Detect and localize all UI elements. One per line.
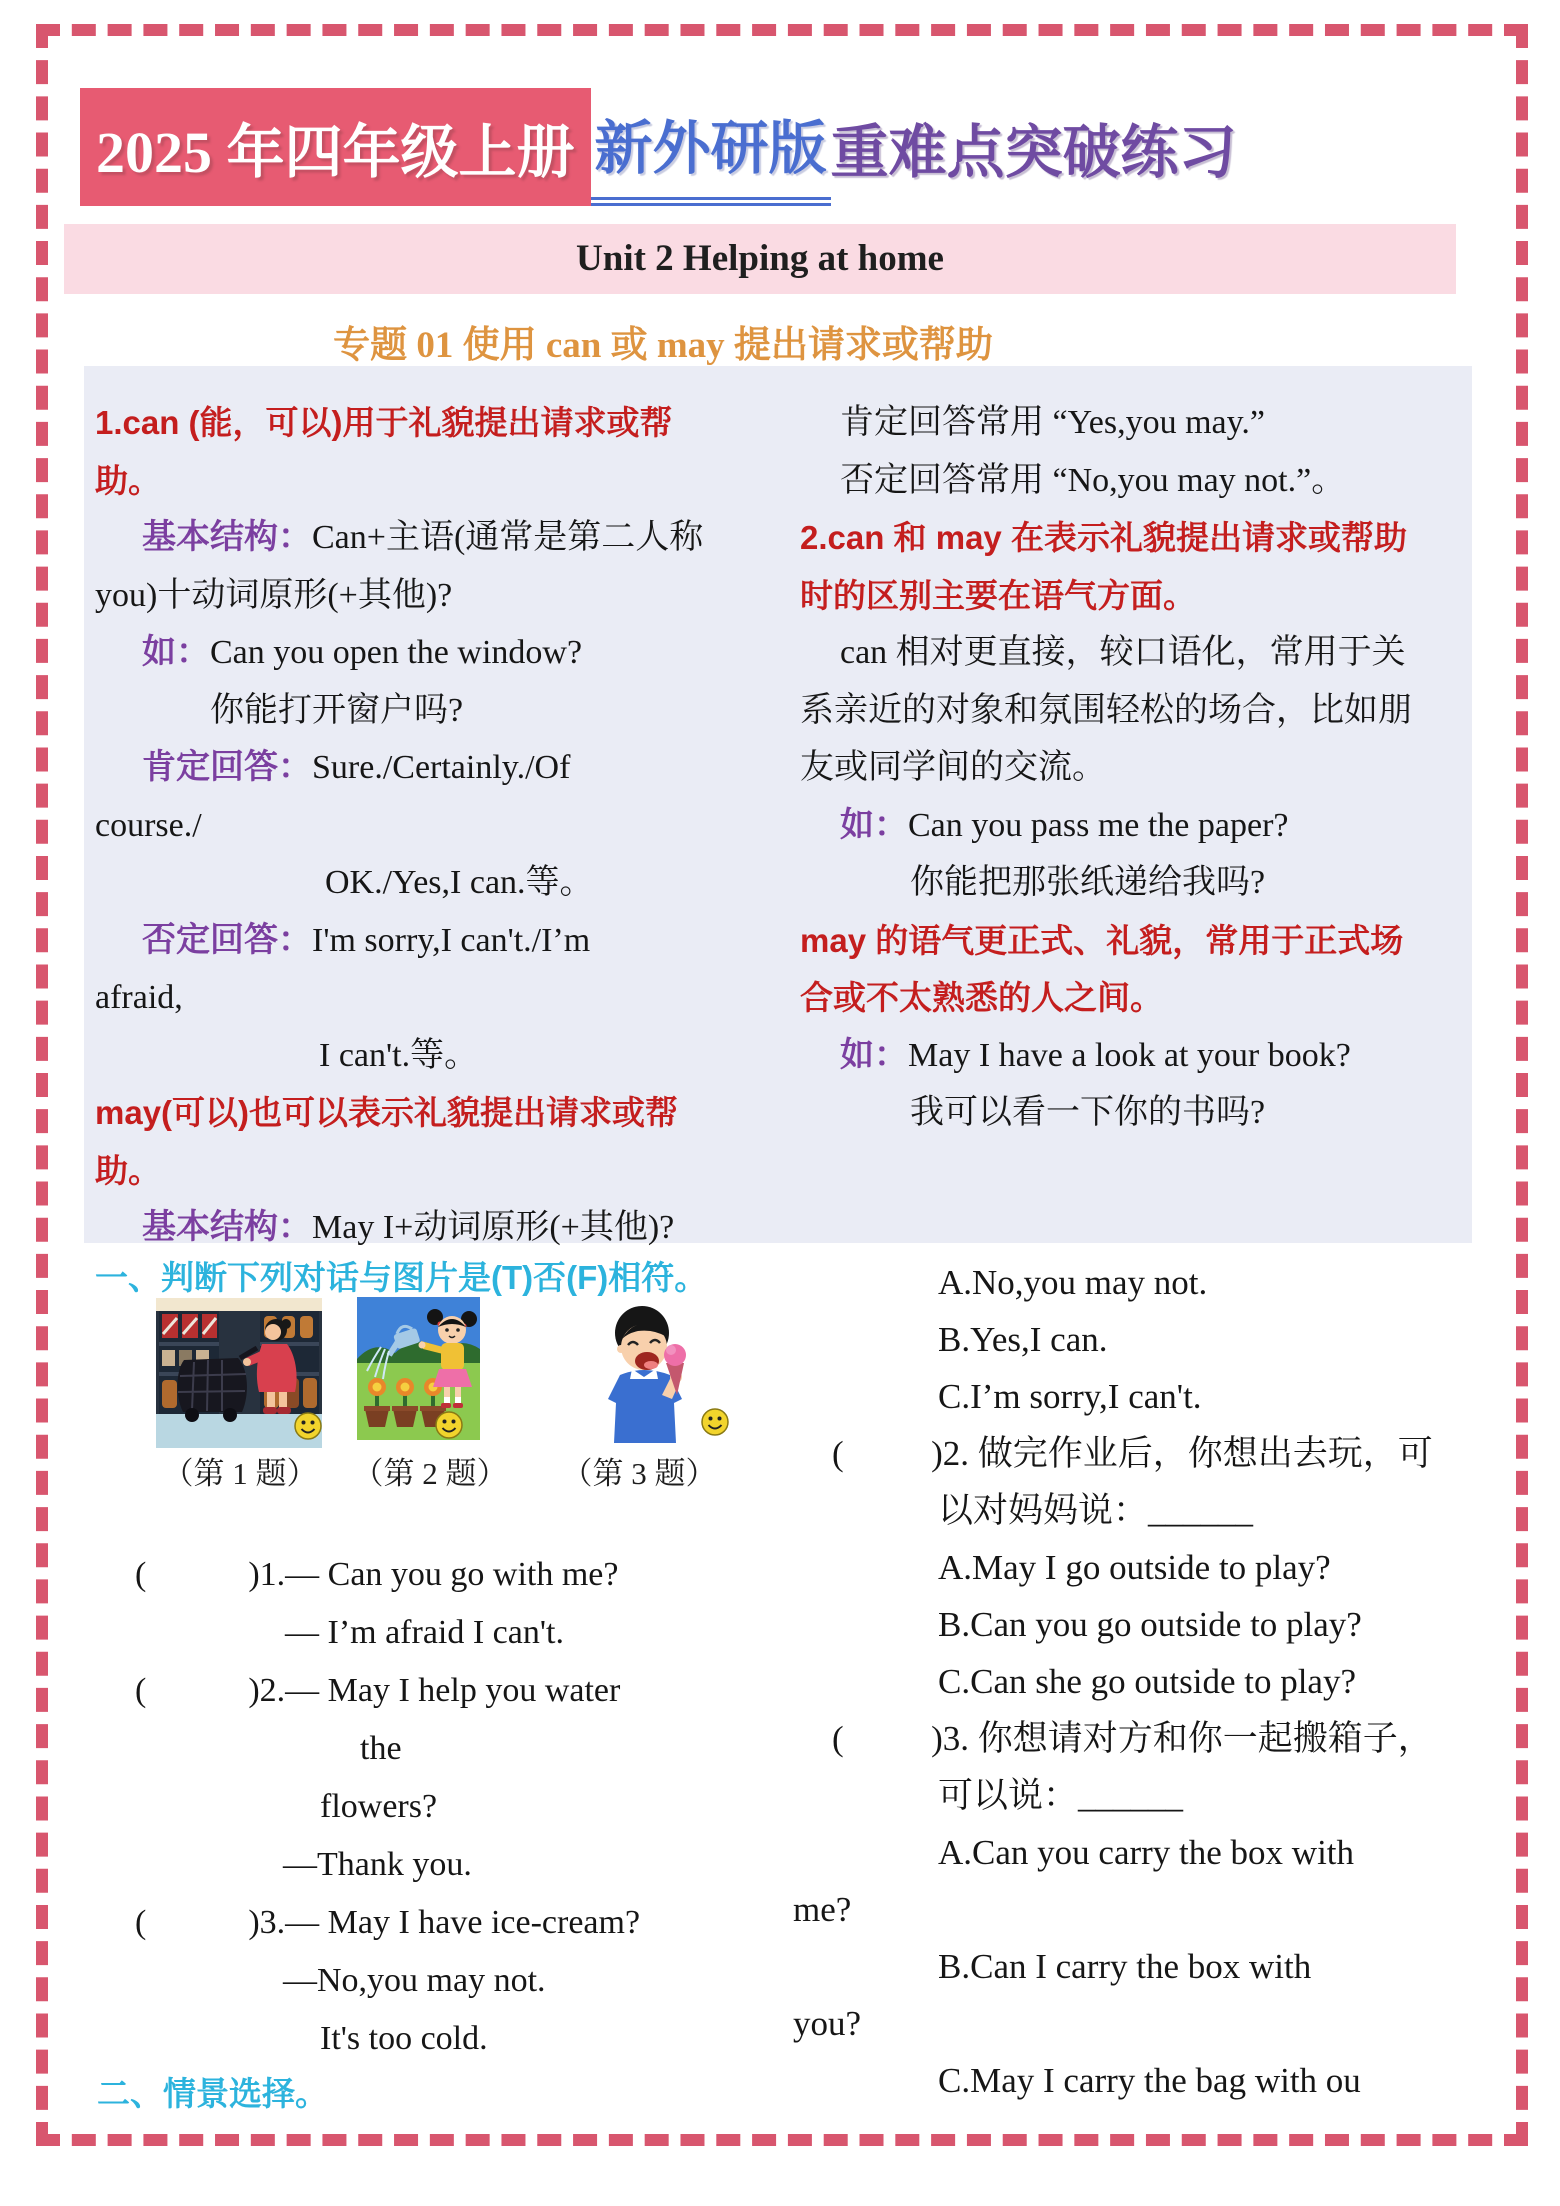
- notes-right-column: [800, 394, 1480, 1142]
- dialog-line: flowers?: [320, 1788, 438, 1825]
- option-line: you?: [793, 2004, 862, 2043]
- note-line: [95, 912, 795, 970]
- note-line: 合或不太熟悉的人之间。: [800, 979, 1163, 1016]
- note-label: 如：: [142, 633, 210, 671]
- picture-caption: （第 2 题）: [352, 1456, 508, 1491]
- title-edition-part: 新外研版: [591, 88, 831, 206]
- note-line: [95, 739, 795, 797]
- dialog-line: —No,you may not.: [283, 1962, 546, 1999]
- question-line: ( )3. 你想请对方和你一起搬箱子，: [832, 1719, 1433, 1758]
- section1-heading: 一、判断下列对话与图片是(T)否(F)相符。: [95, 1259, 708, 1296]
- question-line: 可以说：______: [938, 1776, 1184, 1815]
- note-line: 助。: [95, 461, 161, 499]
- note-text: I'm sorry,I can't./I’m: [312, 921, 591, 959]
- unit-banner: Unit 2 Helping at home: [64, 224, 1456, 294]
- option-line: B.Can you go outside to play?: [938, 1605, 1362, 1644]
- question-line: ( )2. 做完作业后，你想出去玩，可: [832, 1434, 1433, 1473]
- note-line: [800, 797, 1480, 855]
- topic-heading: 专题 01 使用 can 或 may 提出请求或帮助: [333, 325, 993, 366]
- notes-left-column: [95, 394, 795, 1257]
- note-line: 肯定回答常用 “Yes,you may.”: [840, 404, 1265, 441]
- note-line: [95, 624, 795, 682]
- option-line: B.Yes,I can.: [938, 1320, 1108, 1359]
- note-line: 我可以看一下你的书吗?: [910, 1094, 1266, 1131]
- note-line: 友或同学间的交流。: [800, 749, 1106, 786]
- smiley-icon: [295, 1413, 321, 1439]
- note-line: you)十动词原形(+其他)?: [95, 576, 453, 614]
- note-line: can 相对更直接，较口语化，常用于关: [840, 634, 1406, 671]
- note-line: 助。: [95, 1151, 161, 1189]
- note-label: 基本结构：: [142, 518, 312, 556]
- option-line: me?: [793, 1890, 852, 1929]
- girl-watering-flowers-illustration: [357, 1297, 480, 1440]
- note-line: 你能把那张纸递给我吗?: [910, 864, 1266, 901]
- note-line: [800, 1027, 1480, 1085]
- note-label: 否定回答：: [142, 920, 312, 959]
- smiley-icon: [702, 1409, 728, 1435]
- option-line: A.Can you carry the box with: [938, 1833, 1355, 1872]
- note-label: 如：: [840, 1035, 908, 1074]
- note-line: [95, 509, 795, 567]
- supermarket-shopping-illustration: [156, 1298, 322, 1448]
- title-suffix-part: 重难点突破练习: [830, 120, 1237, 185]
- question-line: 以对妈妈说：______: [938, 1491, 1254, 1530]
- note-line: afraid,: [95, 979, 183, 1016]
- option-line: A.No,you may not.: [938, 1263, 1208, 1302]
- note-text: Can you pass me the paper?: [908, 806, 1289, 844]
- boy-eating-ice-cream-illustration: [592, 1303, 727, 1460]
- dialog-line: — I’m afraid I can't.: [285, 1614, 564, 1651]
- main-title: [80, 88, 1237, 206]
- title-grade-part: 2025 年四年级上册: [80, 88, 591, 206]
- option-line: C.May I carry the bag with ou: [938, 2061, 1361, 2100]
- note-line: 否定回答常用 “No,you may not.”。: [840, 461, 1346, 499]
- note-label: 肯定回答：: [142, 748, 312, 786]
- dialog-line: ( )1.— Can you go with me?: [135, 1556, 619, 1593]
- dialog-line: It's too cold.: [320, 2020, 488, 2057]
- option-line: B.Can I carry the box with: [938, 1947, 1312, 1986]
- note-label: 如：: [840, 805, 908, 844]
- note-line: 系亲近的对象和氛围轻松的场合，比如朋: [800, 691, 1412, 729]
- note-line: 1.can (能，可以)用于礼貌提出请求或帮: [95, 404, 673, 441]
- note-line: 时的区别主要在语气方面。: [800, 576, 1196, 614]
- note-line: OK./Yes,I can.等。: [325, 864, 594, 901]
- note-line: [95, 1199, 795, 1257]
- dialog-line: —Thank you.: [283, 1846, 472, 1883]
- note-line: 你能打开窗户吗?: [210, 691, 464, 729]
- exercise-options-column: [793, 1254, 1513, 2109]
- note-line: may 的语气更正式、礼貌，常用于正式场: [800, 921, 1404, 959]
- note-line: I can't.等。: [319, 1036, 479, 1074]
- note-label: 基本结构：: [142, 1208, 312, 1246]
- note-text: Can you open the window?: [210, 634, 583, 671]
- section2-heading: 二、情景选择。: [97, 2075, 328, 2112]
- smiley-icon: [436, 1412, 462, 1438]
- note-line: 2.can 和 may 在表示礼貌提出请求或帮助: [800, 519, 1407, 556]
- option-line: A.May I go outside to play?: [938, 1548, 1331, 1587]
- option-line: C.Can she go outside to play?: [938, 1662, 1357, 1701]
- note-text: Can+主语(通常是第二人称: [312, 519, 704, 556]
- note-line: course./: [95, 806, 202, 844]
- dialog-line: the: [360, 1730, 402, 1767]
- dialog-line: ( )3.— May I have ice-cream?: [135, 1904, 641, 1941]
- picture-caption: （第 1 题）: [162, 1456, 318, 1491]
- picture-caption: （第 3 题）: [561, 1456, 717, 1491]
- note-text: May I have a look at your book?: [908, 1036, 1351, 1074]
- note-text: Sure./Certainly./Of: [312, 749, 571, 786]
- option-line: C.I’m sorry,I can't.: [938, 1377, 1202, 1416]
- exercise1-dialogs: [95, 1546, 775, 2068]
- note-line: may(可以)也可以表示礼貌提出请求或帮: [95, 1094, 679, 1131]
- note-text: May I+动词原形(+其他)?: [312, 1209, 675, 1246]
- dialog-line: ( )2.— May I help you water: [135, 1672, 621, 1709]
